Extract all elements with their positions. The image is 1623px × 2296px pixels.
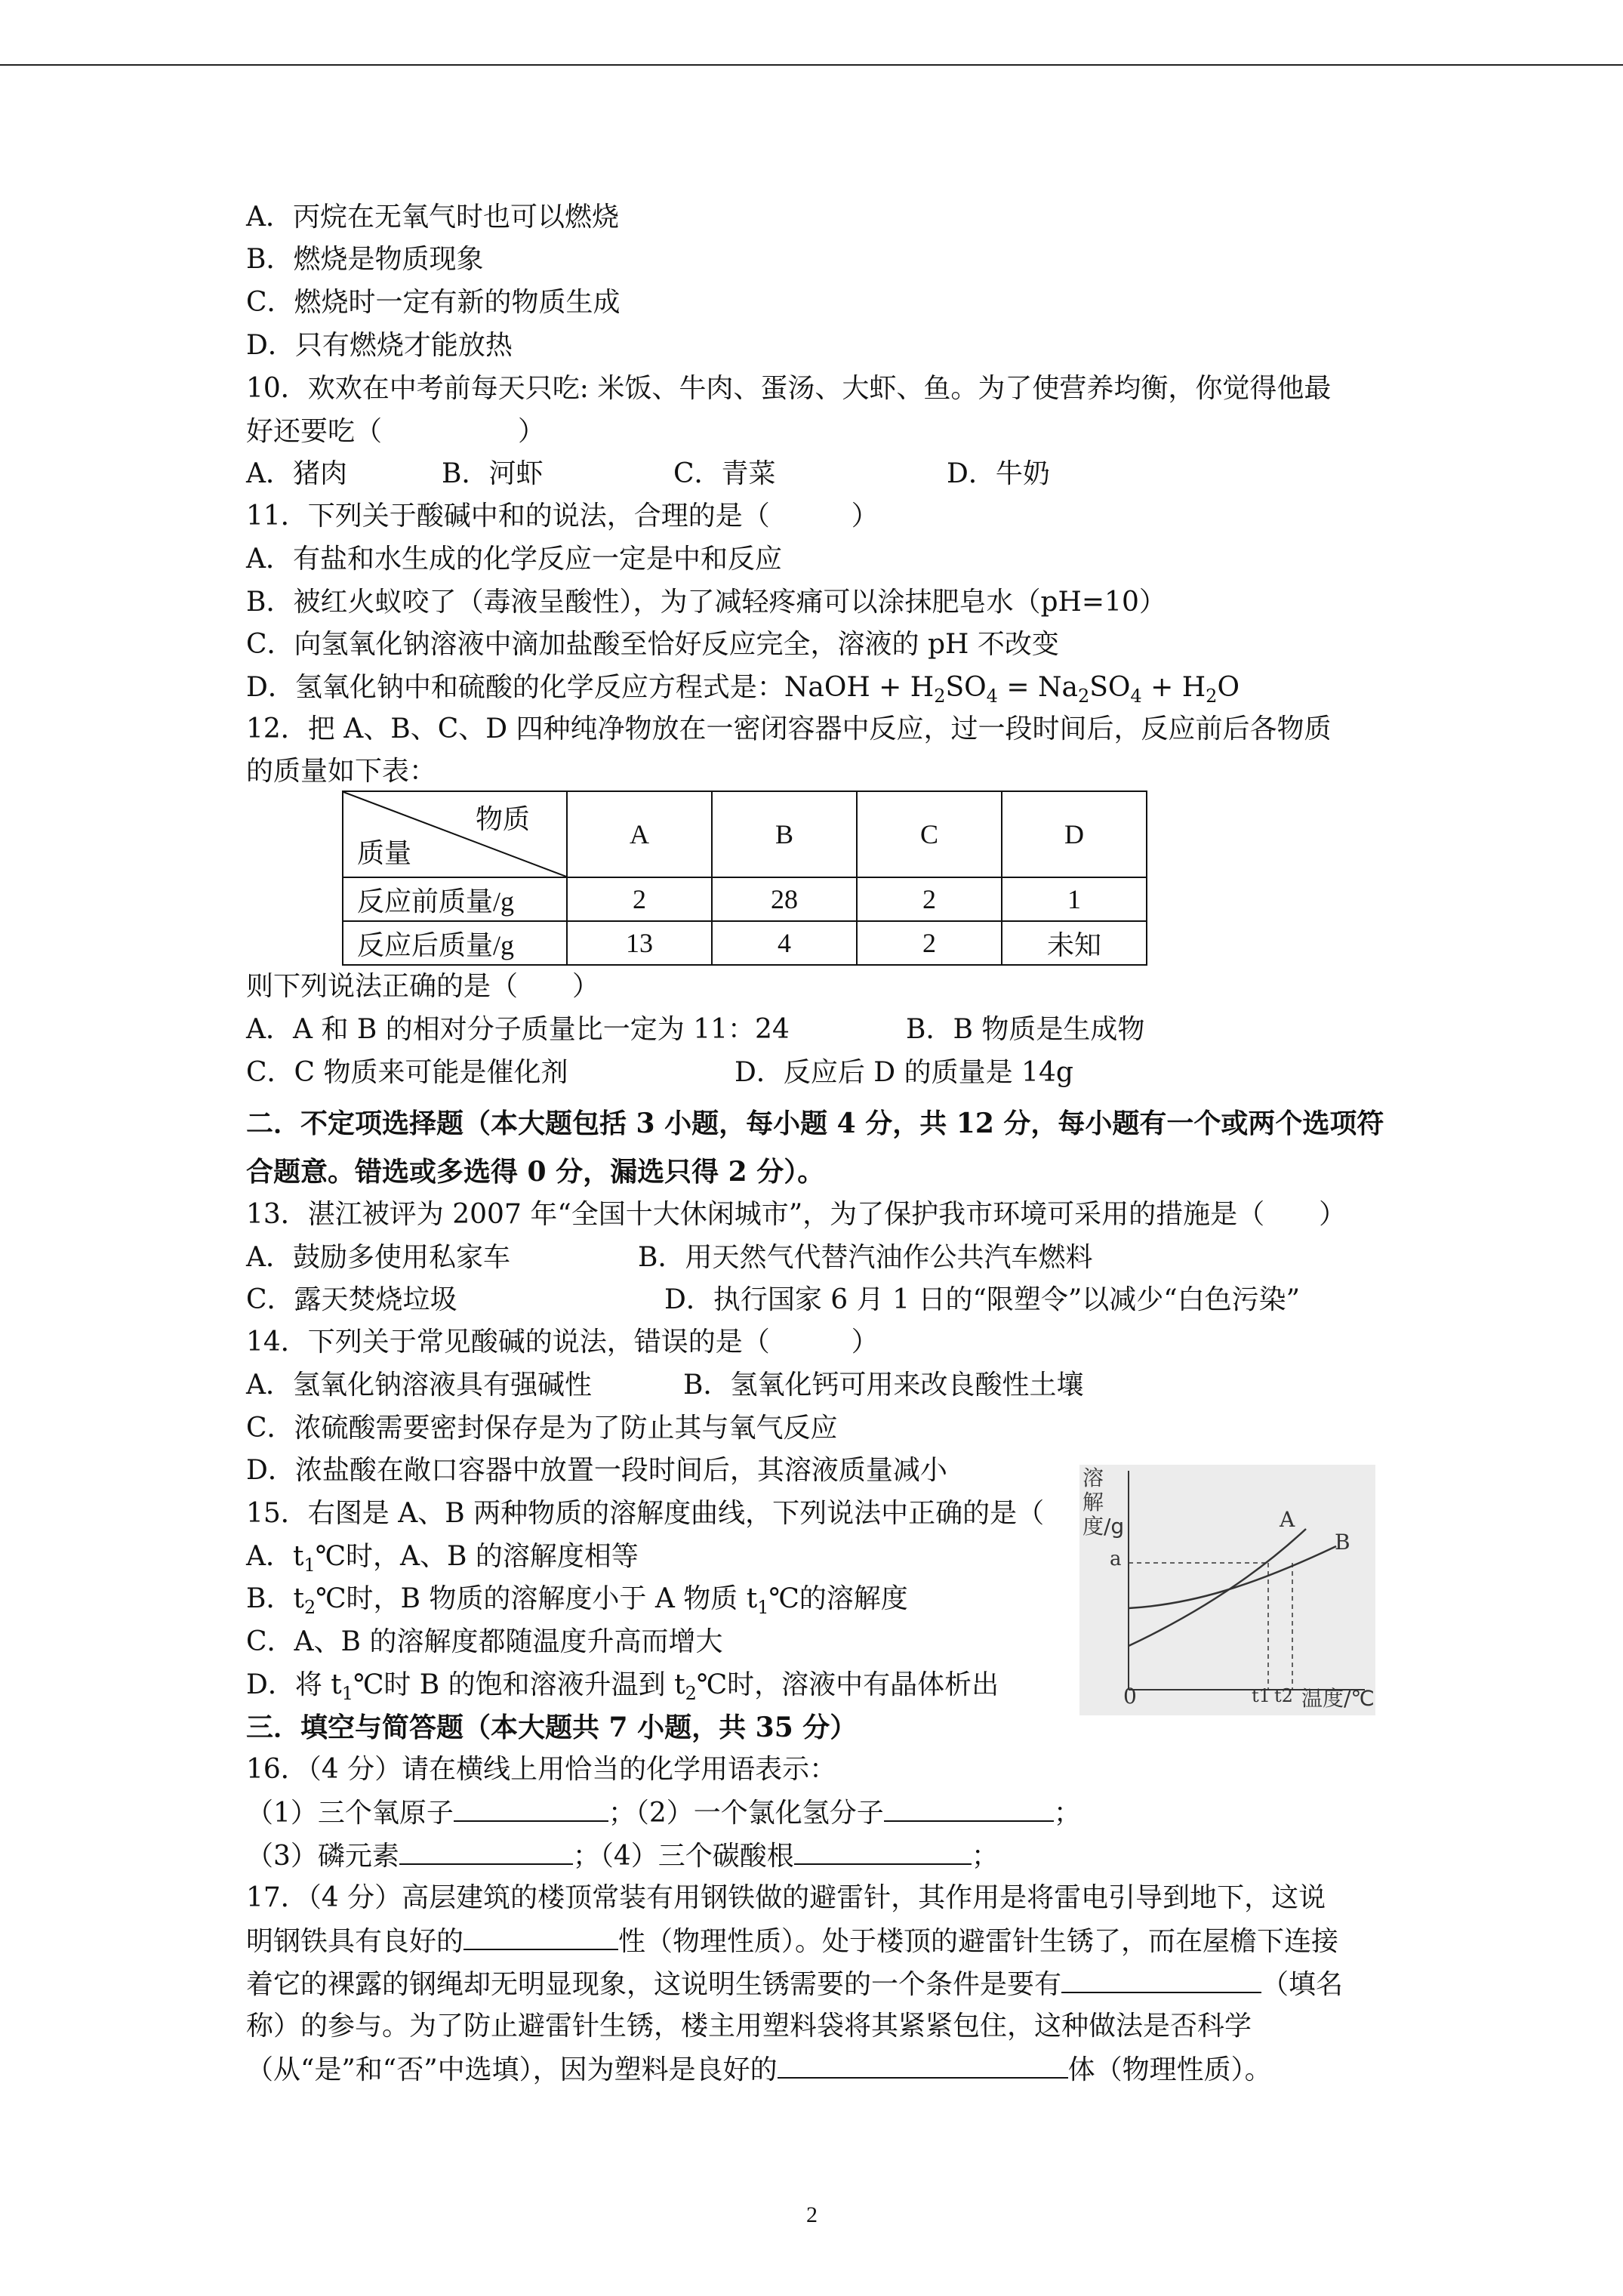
y-axis-label: 溶解度/g	[1083, 1465, 1125, 1539]
text: ；	[971, 1841, 999, 1872]
row-label: 反应后质量/g	[343, 921, 567, 965]
sub: 1	[757, 1597, 769, 1619]
answer-blank[interactable]	[884, 1796, 1054, 1822]
q17-line-5	[246, 2053, 1272, 2087]
q11-option-d	[246, 671, 1240, 707]
col-header: C	[857, 791, 1002, 877]
answer-blank[interactable]	[778, 2053, 1068, 2079]
text: ℃时 B 的饱和溶液升温到 t	[353, 1669, 685, 1700]
text: A．t	[246, 1541, 304, 1572]
q14-option-c: C．浓硫酸需要密封保存是为了防止其与氧气反应	[246, 1413, 838, 1444]
q11-option-a: A．有盐和水生成的化学反应一定是中和反应	[246, 544, 782, 575]
eq-part: SO	[1089, 672, 1131, 703]
answer-blank[interactable]	[794, 1839, 972, 1865]
q13-option-b: B．用天然气代替汽油作公共汽车燃料	[638, 1242, 1093, 1273]
table-row	[343, 921, 1147, 965]
text: ；	[1053, 1798, 1081, 1829]
text: B．t	[246, 1583, 304, 1614]
q9-option-d: D．只有燃烧才能放热	[246, 330, 513, 361]
sub: 2	[1206, 686, 1218, 707]
q13-option-d: D．执行国家 6 月 1 日的“限塑令”以减少“白色污染”	[664, 1284, 1301, 1315]
table-cell: 4	[712, 921, 857, 965]
sub: 2	[303, 1597, 316, 1619]
sub: 2	[685, 1683, 697, 1705]
sub: 4	[986, 686, 998, 707]
text: （1）三个氧原子	[246, 1798, 454, 1829]
text: （填名	[1261, 1969, 1344, 2000]
answer-blank[interactable]	[463, 1925, 618, 1950]
section-3-heading: 三．填空与简答题（本大题共 7 小题，共 35 分）	[246, 1712, 858, 1743]
q14-stem: 14．下列关于常见酸碱的说法，错误的是（ ）	[246, 1327, 879, 1358]
q13-option-c: C．露天焚烧垃圾	[246, 1284, 457, 1315]
curve-a	[1129, 1529, 1306, 1646]
table-cell: 28	[712, 877, 857, 921]
q12-stem: 12．把 A、B、C、D 四种纯净物放在一密闭容器中反应，过一段时间后，反应前后各物质	[246, 713, 1332, 744]
answer-blank[interactable]	[454, 1796, 608, 1822]
curve-b-label: B	[1335, 1530, 1350, 1555]
sub: 4	[1130, 686, 1142, 707]
q12-option-d: D．反应后 D 的质量是 14g	[735, 1057, 1073, 1088]
text: ；（2）一个氯化氢分子	[608, 1798, 884, 1829]
a-tick-label: a	[1110, 1548, 1122, 1570]
page-number: 2	[806, 2202, 818, 2227]
eq-part: SO	[945, 672, 987, 703]
q11-option-b: B．被红火蚁咬了（毒液呈酸性），为了减轻疼痛可以涂抹肥皂水（pH=10）	[246, 587, 1166, 618]
q15-option-a	[246, 1540, 639, 1576]
q11-stem: 11．下列关于酸碱中和的说法，合理的是（ ）	[246, 501, 879, 532]
text: 明钢铁具有良好的	[246, 1926, 464, 1957]
text: ℃的溶解度	[768, 1583, 908, 1614]
eq-part: O	[1217, 672, 1240, 703]
origin-label: 0	[1123, 1684, 1137, 1709]
q10-option-d: D．牛奶	[947, 458, 1050, 489]
text: ℃时，溶液中有晶体析出	[696, 1669, 999, 1700]
text: ℃时，B 物质的溶解度小于 A 物质 t	[316, 1583, 758, 1614]
sub: 1	[303, 1555, 316, 1576]
q9-option-c: C．燃烧时一定有新的物质生成	[246, 287, 621, 318]
text: 体（物理性质）。	[1067, 2054, 1272, 2085]
q17-line-4: 称）的参与。为了防止避雷针生锈，楼主用塑料袋将其紧紧包住，这种做法是否科学	[246, 2011, 1252, 2042]
q17-line-1: 17．（4 分）高层建筑的楼顶常装有用钢铁做的避雷针，其作用是将雷电引导到地下，这说	[246, 1882, 1326, 1913]
sub: 2	[934, 686, 946, 707]
section-2-heading-cont: 合题意。错选或多选得 0 分，漏选只得 2 分）。	[246, 1156, 825, 1188]
x-axis-label: 温度/℃	[1301, 1686, 1375, 1711]
text: （3）磷元素	[246, 1841, 399, 1872]
q16-stem: 16．（4 分）请在横线上用恰当的化学用语表示：	[246, 1754, 837, 1785]
q11-option-c: C．向氢氧化钠溶液中滴加盐酸至恰好反应完全，溶液的 pH 不改变	[246, 629, 1059, 660]
q10-stem-cont: 好还要吃（ ）	[246, 416, 546, 447]
solubility-curve-figure	[1079, 1465, 1375, 1715]
row-label: 反应前质量/g	[343, 877, 567, 921]
q16-line-1	[246, 1796, 1081, 1830]
section-2-heading: 二．不定项选择题（本大题包括 3 小题，每小题 4 分，共 12 分，每小题有一个或两个选项符	[246, 1108, 1384, 1139]
sub: 1	[341, 1683, 354, 1705]
q13-stem: 13．湛江被评为 2007 年“全国十大休闲城市”，为了保护我市环境可采用的措施是（ ）	[246, 1199, 1347, 1230]
curve-a-label: A	[1280, 1507, 1295, 1532]
table-cell: 13	[567, 921, 712, 965]
t2-label: t2	[1274, 1685, 1293, 1706]
q13-option-a: A．鼓励多使用私家车	[246, 1242, 510, 1273]
curve-b	[1129, 1546, 1336, 1608]
q12-option-b: B．B 物质是生成物	[906, 1014, 1145, 1045]
q9-option-b: B．燃烧是物质现象	[246, 244, 484, 275]
q14-option-d: D．浓盐酸在敞口容器中放置一段时间后，其溶液质量减小	[246, 1455, 947, 1486]
eq-part: = Na	[997, 672, 1078, 703]
text: 着它的裸露的钢绳却无明显现象，这说明生锈需要的一个条件是要有	[246, 1969, 1062, 2000]
q15-option-c: C．A、B 的溶解度都随温度升高而增大	[246, 1626, 723, 1657]
q14-option-a: A．氢氧化钠溶液具有强碱性	[246, 1370, 592, 1401]
q15-option-d	[246, 1669, 999, 1705]
t1-label: t1	[1252, 1685, 1270, 1706]
q12-mass-table	[342, 791, 1147, 966]
q12-stem-cont: 的质量如下表：	[246, 756, 437, 787]
sub: 2	[1077, 686, 1090, 707]
table-cell: 2	[567, 877, 712, 921]
text: （从“是”和“否”中选填），因为塑料是良好的	[246, 2054, 778, 2085]
table-cell: 1	[1002, 877, 1147, 921]
q15-stem: 15．右图是 A、B 两种物质的溶解度曲线，下列说法中正确的是（	[246, 1498, 1045, 1529]
q15-option-b	[246, 1583, 908, 1619]
header-mass: 质量	[357, 838, 412, 868]
q12-question: 则下列说法正确的是（ ）	[246, 971, 600, 1002]
answer-blank[interactable]	[1061, 1968, 1261, 1993]
header-substance: 物质	[475, 804, 530, 834]
table-cell: 未知	[1002, 921, 1147, 965]
text: D．将 t	[246, 1669, 342, 1700]
text: 性（物理性质）。处于楼顶的避雷针生锈了，而在屋檐下连接	[618, 1926, 1339, 1957]
table-diagonal-header	[343, 791, 567, 877]
header-rule	[0, 64, 1623, 66]
answer-blank[interactable]	[399, 1839, 573, 1865]
q10-option-c: C．青菜	[673, 458, 776, 489]
q14-option-b: B．氢氧化钙可用来改良酸性土壤	[683, 1370, 1084, 1401]
text: ℃时，A、B 的溶解度相等	[315, 1541, 639, 1572]
q10-option-a: A．猪肉	[246, 458, 347, 489]
q16-line-2	[246, 1839, 999, 1873]
q10-stem: 10．欢欢在中考前每天只吃: 米饭、牛肉、蛋汤、大虾、鱼。为了使营养均衡，你觉得他最	[246, 373, 1332, 404]
col-header: B	[712, 791, 857, 877]
q12-option-c: C．C 物质来可能是催化剂	[246, 1057, 568, 1088]
table-cell: 2	[857, 921, 1002, 965]
q12-option-a: A．A 和 B 的相对分子质量比一定为 11：24	[246, 1014, 790, 1045]
col-header: A	[567, 791, 712, 877]
table-row	[343, 877, 1147, 921]
eq-prefix: D．氢氧化钠中和硫酸的化学反应方程式是：NaOH + H	[246, 672, 935, 703]
q10-option-b: B．河虾	[442, 458, 544, 489]
text: ；（4）三个碳酸根	[572, 1841, 794, 1872]
q9-option-a: A．丙烷在无氧气时也可以燃烧	[246, 202, 619, 233]
eq-part: + H	[1141, 672, 1206, 703]
table-cell: 2	[857, 877, 1002, 921]
col-header: D	[1002, 791, 1147, 877]
q17-line-2	[246, 1925, 1338, 1959]
q17-line-3	[246, 1968, 1343, 2002]
